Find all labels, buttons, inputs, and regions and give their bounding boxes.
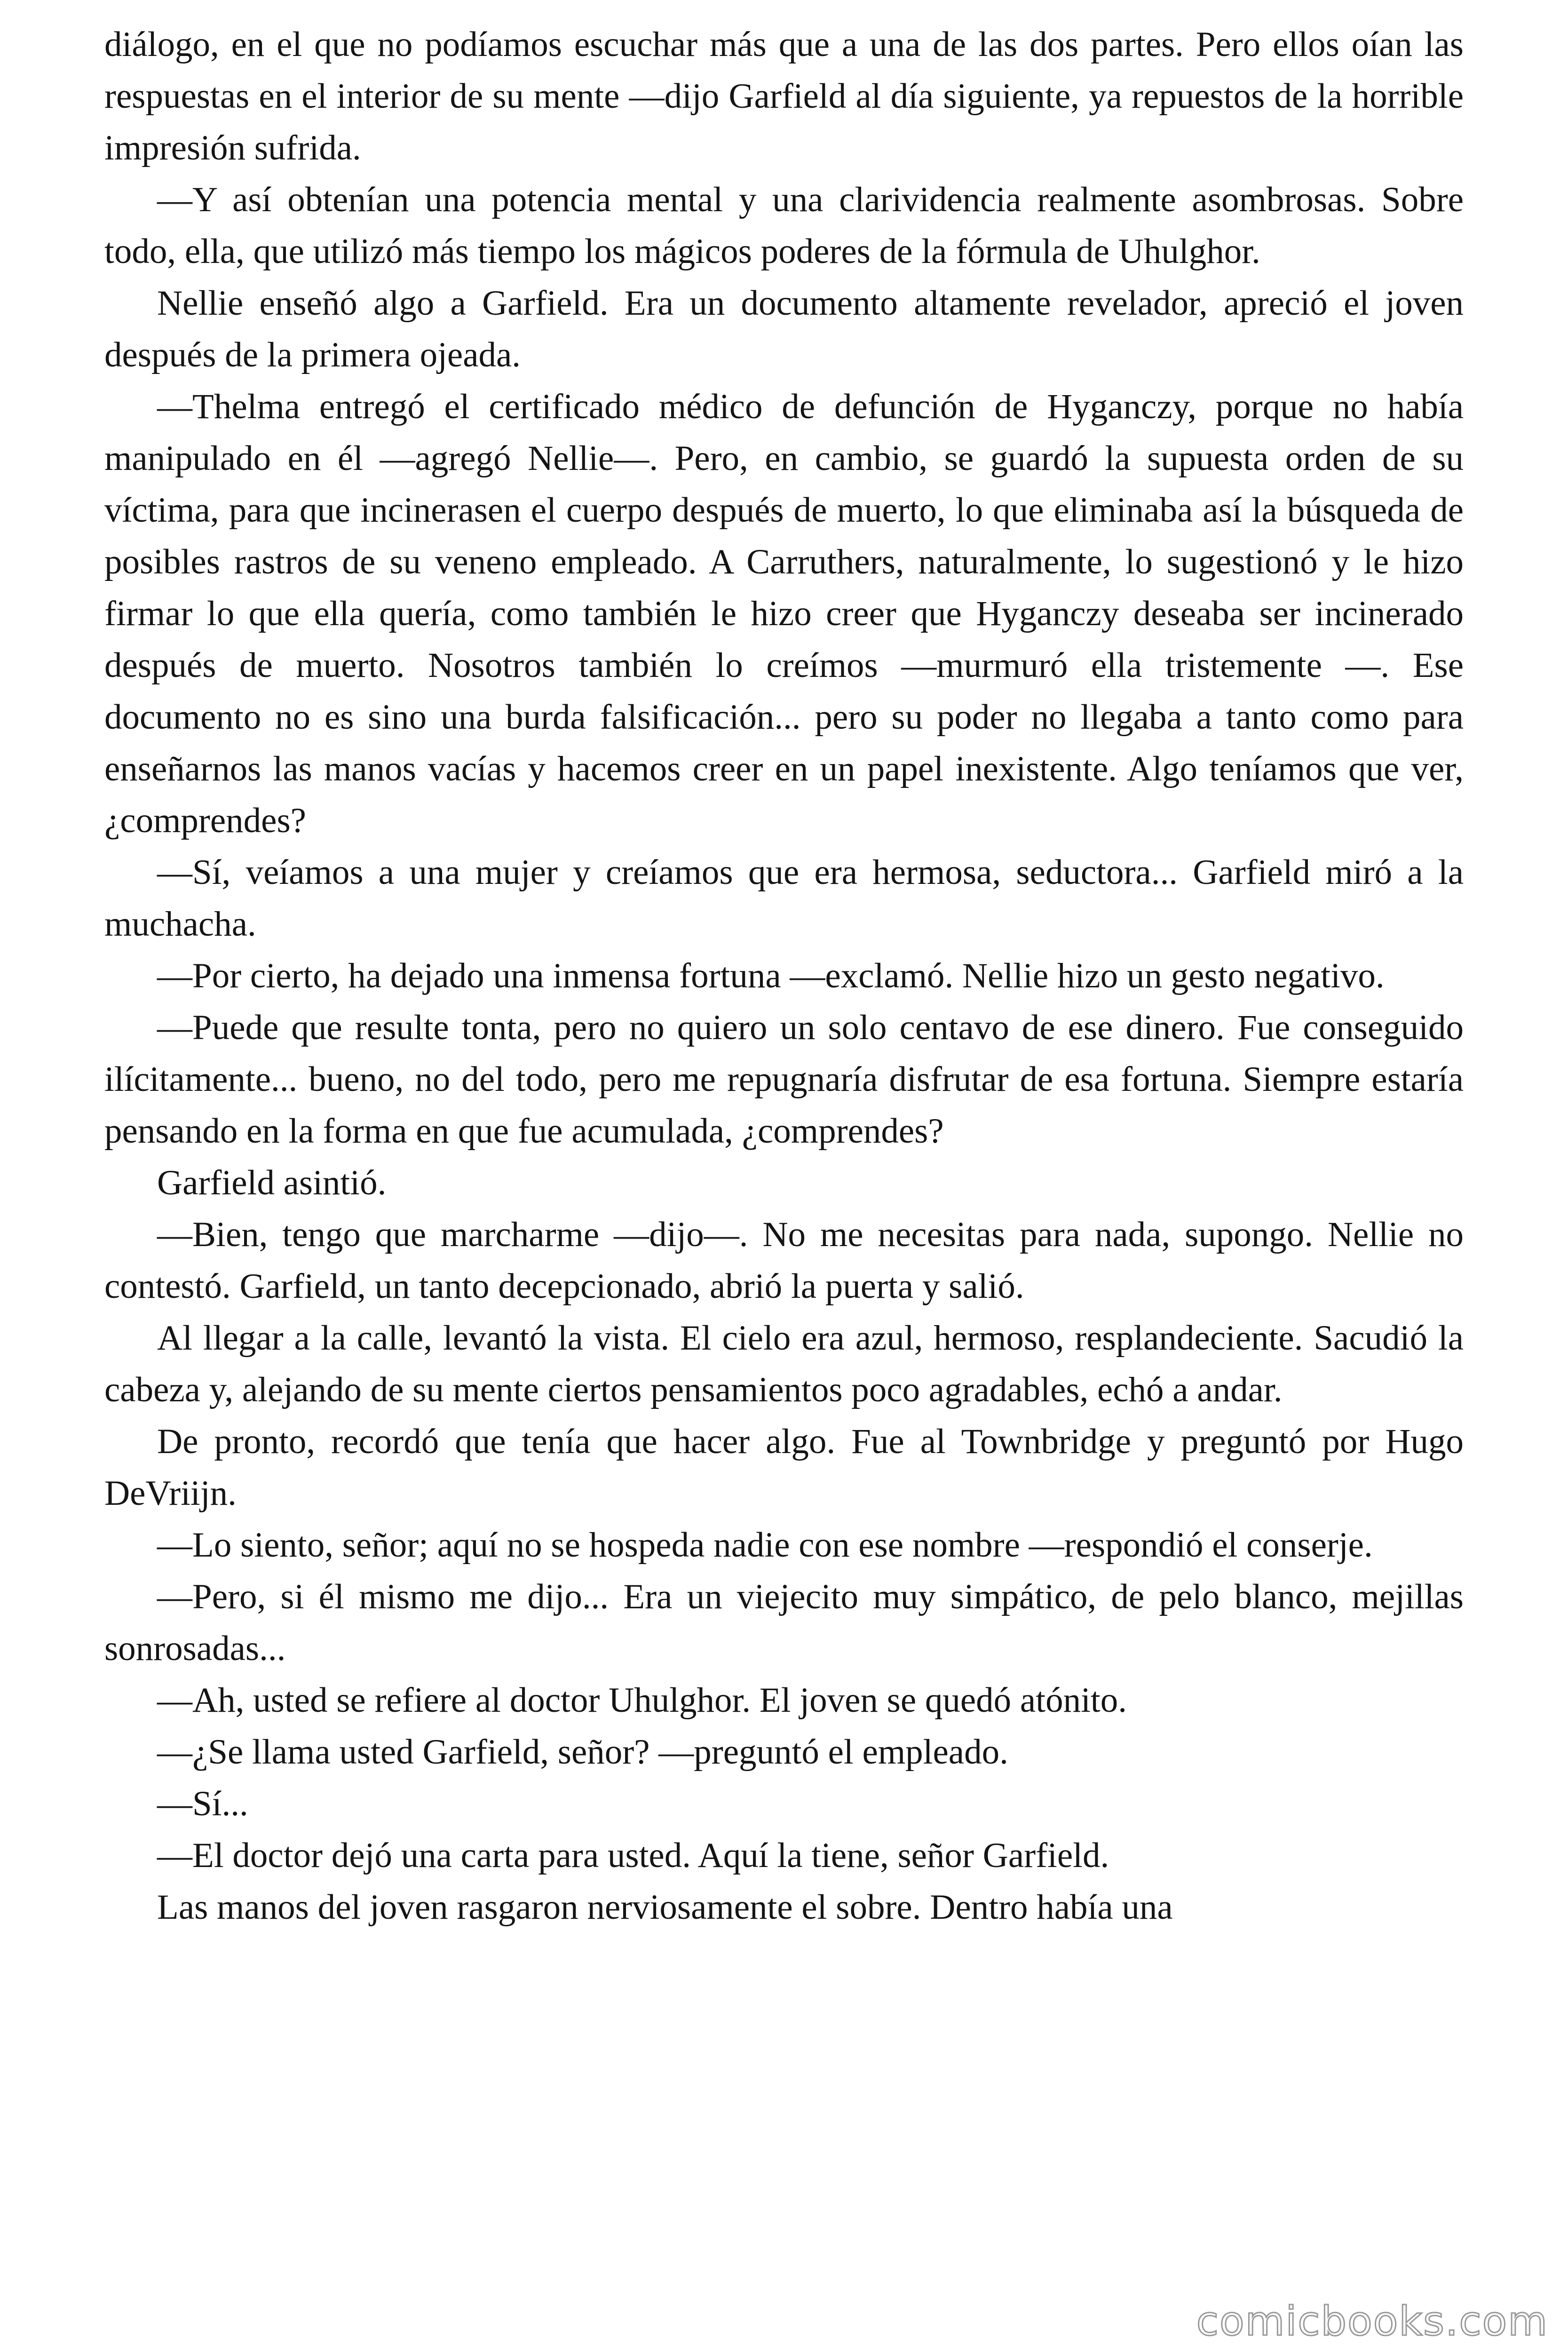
paragraph-16: —Sí...: [157, 1784, 248, 1823]
paragraph-3: Nellie enseñó algo a Garfield. Era un documento altamente revelador, apreció el joven después de la primera ojeada.: [104, 284, 1464, 374]
watermark-text: comicbooks.com: [1196, 2298, 1548, 2345]
paragraph-6: —Por cierto, ha dejado una inmensa fortuna —exclamó. Nellie hizo un gesto negativo.: [157, 956, 1385, 995]
paragraph-10: Al llegar a la calle, levantó la vista. El cielo era azul, hermoso, resplandeciente. Sacudió la cabeza y, alejando de su mente ciertos pensamientos poco agradables, echó a andar.: [104, 1319, 1464, 1409]
paragraph-15: —¿Se llama usted Garfield, señor? —preguntó el empleado.: [157, 1732, 1008, 1772]
paragraph-9: —Bien, tengo que marcharme —dijo—. No me necesitas para nada, supongo. Nellie no contestó. Garfield, un tanto decepcionado, abrió la puerta y salió.: [104, 1215, 1464, 1306]
paragraph-7: —Puede que resulte tonta, pero no quiero un solo centavo de ese dinero. Fue conseguido ilícitamente... bueno, no del todo, pero me repugnaría disfrutar de esa fortuna. Siempre estaría pensando en la forma en que fue acumulada, ¿comprendes?: [104, 1008, 1464, 1151]
paragraph-5: —Sí, veíamos a una mujer y creíamos que era hermosa, seductora... Garfield miró a la muchacha.: [104, 853, 1464, 944]
paragraph-17: —El doctor dejó una carta para usted. Aquí la tiene, señor Garfield.: [157, 1836, 1109, 1875]
paragraph-4: —Thelma entregó el certificado médico de defunción de Hyganczy, porque no había manipulado en él —agregó Nellie—. Pero, en cambio, se guardó la supuesta orden de su víctima, para que incinerasen el cuerpo después de muerto, lo que eliminaba así la búsqueda de posibles rastros de su veneno empleado. A Carruthers, naturalmente, lo sugestionó y le hizo firmar lo que ella quería, como también le hizo creer que Hyganczy deseaba ser incinerado después de muerto. Nosotros también lo creímos —murmuró ella tristemente —. Ese documento no es sino una burda falsificación... pero su poder no llegaba a tanto como para enseñarnos las manos vacías y hacemos creer en un papel inexistente. Algo teníamos que ver, ¿comprendes?: [104, 387, 1464, 840]
paragraph-14: —Ah, usted se refiere al doctor Uhulghor. El joven se quedó atónito.: [157, 1681, 1127, 1720]
paragraph-1: diálogo, en el que no podíamos escuchar más que a una de las dos partes. Pero ellos oían las respuestas en el interior de su mente —dijo Garfield al día siguiente, ya repuestos de la horrible impresión sufrida.: [104, 25, 1464, 167]
paragraph-11: De pronto, recordó que tenía que hacer algo. Fue al Townbridge y preguntó por Hugo DeVriijn.: [104, 1422, 1464, 1513]
paragraph-13: —Pero, si él mismo me dijo... Era un viejecito muy simpático, de pelo blanco, mejillas sonrosadas...: [104, 1577, 1464, 1668]
paragraph-8: Garfield asintió.: [157, 1163, 387, 1202]
paragraph-12: —Lo siento, señor; aquí no se hospeda nadie con ese nombre —respondió el conserje.: [157, 1526, 1373, 1565]
paragraph-18: Las manos del joven rasgaron nerviosamente el sobre. Dentro había una: [157, 1888, 1173, 1927]
paragraph-2: —Y así obtenían una potencia mental y una clarividencia realmente asombrosas. Sobre todo, ella, que utilizó más tiempo los mágicos poderes de la fórmula de Uhulghor.: [104, 180, 1464, 271]
document-page: [104, 19, 1464, 2343]
